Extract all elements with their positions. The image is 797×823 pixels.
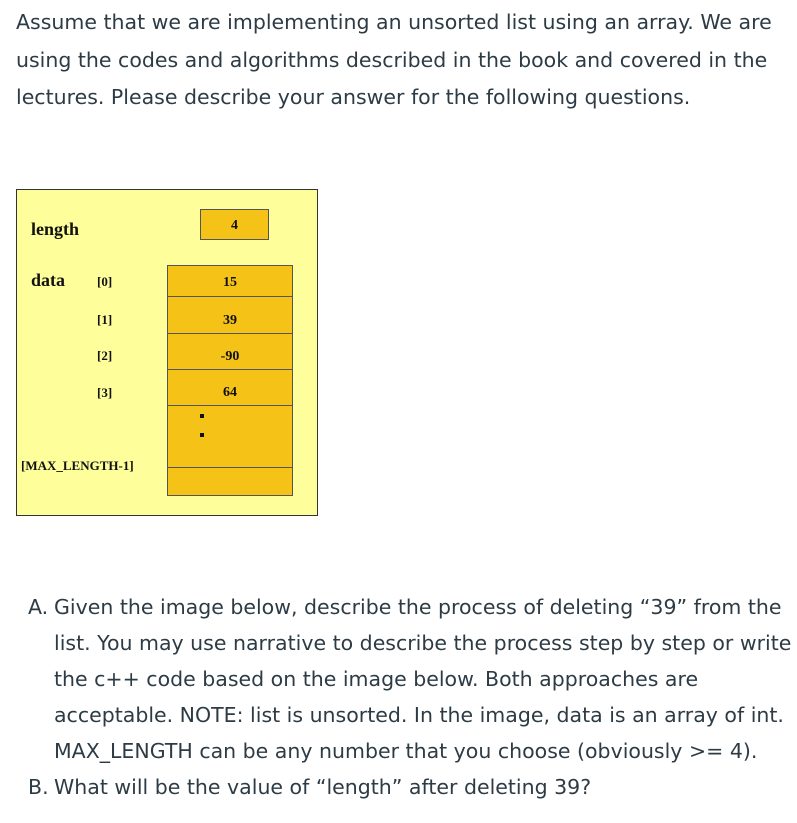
question-b-text: What will be the value of “length” after deleting 39? [54, 775, 592, 799]
question-a-text: Given the image below, describe the process of deleting “39” from the list. You may use narrative to describe the process step by step or write the c++ code based on the image below. Both approaches are acceptable. NOTE: list is unsorted. In the image, data is an array of int. MAX_LENGTH can be any number that you choose (obviously >= 4). [54, 595, 792, 763]
array-cell-2 [167, 333, 293, 370]
intro-line-3: lectures. Please describe your answer for the following questions. [16, 85, 691, 109]
array-value-0: 15 [223, 275, 237, 290]
length-value: 4 [231, 218, 238, 233]
array-value-1: 39 [223, 313, 237, 328]
index-label-2: [2] [97, 348, 113, 363]
index-label-max: [MAX_LENGTH-1] [21, 458, 134, 473]
length-label: length [31, 219, 80, 239]
question-b-label: B. [28, 775, 49, 799]
index-label-3: [3] [97, 385, 113, 400]
array-cell-3 [167, 369, 293, 406]
ellipsis-dot-2 [200, 433, 204, 437]
question-b [28, 769, 793, 805]
index-label-1: [1] [97, 312, 113, 327]
array-diagram [16, 189, 318, 516]
array-cell-1 [167, 296, 293, 334]
data-label: data [31, 270, 66, 290]
array-value-2: -90 [220, 349, 240, 364]
ellipsis-dot-1 [200, 414, 204, 418]
question-a-label: A. [28, 595, 49, 619]
intro-line-1: Assume that we are implementing an unsorted list using an array. We are [16, 10, 772, 34]
array-cell-0 [167, 265, 293, 297]
question-a [28, 589, 793, 769]
array-cell-max [167, 467, 293, 496]
index-label-0: [0] [97, 274, 113, 289]
intro-line-2: using the codes and algorithms described in the book and covered in the [16, 47, 768, 72]
question-list [28, 589, 793, 805]
array-value-3: 64 [223, 385, 237, 400]
length-value-box [200, 209, 269, 240]
intro-text [16, 4, 791, 117]
array-cell-gap [167, 405, 293, 468]
